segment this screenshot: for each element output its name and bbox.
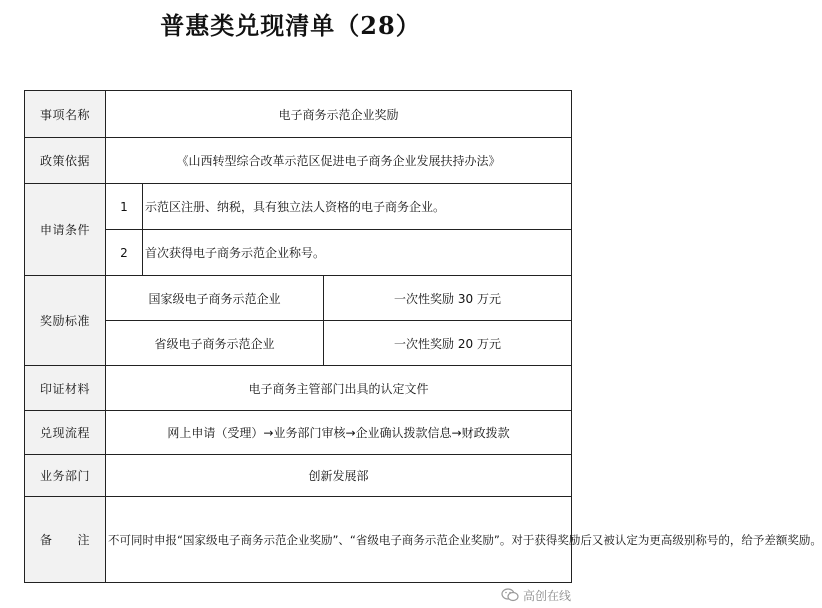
label-standard: 奖励标准 [25,276,106,366]
row-materials [25,366,572,411]
label-item-name: 事项名称 [25,91,106,138]
redemption-table [24,90,822,583]
row-policy [25,138,572,184]
wechat-icon [501,588,519,602]
value-process: 网上申请（受理）→业务部门审核→企业确认拨款信息→财政拨款 [106,411,572,455]
value-item-name: 电子商务示范企业奖励 [106,91,572,138]
label-conditions: 申请条件 [25,184,106,276]
row-standard-2 [25,321,572,366]
label-department: 业务部门 [25,455,106,497]
row-department [25,455,572,497]
row-condition-1 [25,184,572,230]
condition-number: 2 [106,230,143,276]
standard-reward: 一次性奖励 30 万元 [324,276,572,321]
label-materials: 印证材料 [25,366,106,411]
value-policy: 《山西转型综合改革示范区促进电子商务企业发展扶持办法》 [106,138,572,184]
row-process [25,411,572,455]
value-remarks: 不可同时申报“国家级电子商务示范企业奖励”、“省级电子商务示范企业奖励”。对于获得奖励后又被认定为更高级别称号的，给予差额奖励。 [106,497,572,583]
label-policy: 政策依据 [25,138,106,184]
row-item-name [25,91,572,138]
label-remarks: 备 注 [25,497,106,583]
label-process: 兑现流程 [25,411,106,455]
standard-level: 省级电子商务示范企业 [106,321,324,366]
watermark [501,586,571,604]
page-title: 普惠类兑现清单（28） [160,11,421,40]
condition-number: 1 [106,184,143,230]
condition-text: 首次获得电子商务示范企业称号。 [143,230,572,276]
watermark-text: 高创在线 [522,588,571,603]
row-standard-1 [25,276,572,321]
row-condition-2 [25,230,572,276]
condition-text: 示范区注册、纳税，具有独立法人资格的电子商务企业。 [143,184,572,230]
value-materials: 电子商务主管部门出具的认定文件 [106,366,572,411]
standard-level: 国家级电子商务示范企业 [106,276,324,321]
value-department: 创新发展部 [106,455,572,497]
row-remarks [25,497,572,583]
standard-reward: 一次性奖励 20 万元 [324,321,572,366]
